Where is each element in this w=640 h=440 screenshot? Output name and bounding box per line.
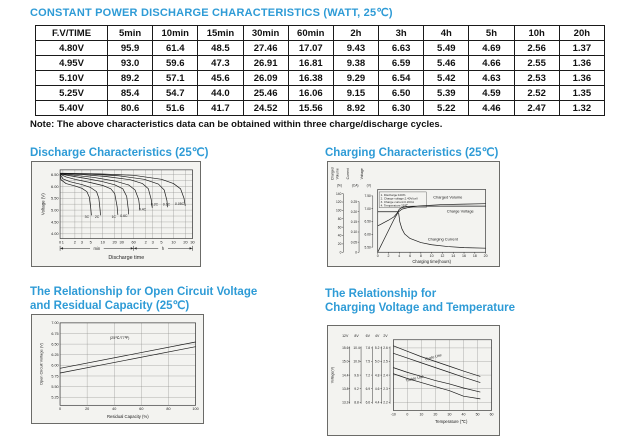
value-cell: 1.36 [559, 56, 604, 71]
table-time-header: 60min [288, 26, 333, 41]
value-cell: 8.92 [333, 101, 378, 116]
value-cell: 1.37 [559, 41, 604, 56]
table-time-header: 5min [108, 26, 153, 41]
svg-text:-10: -10 [390, 412, 396, 417]
svg-text:2C: 2C [94, 215, 100, 220]
svg-text:0.20: 0.20 [350, 209, 358, 214]
svg-text:2.5: 2.5 [383, 359, 388, 364]
svg-text:20: 20 [112, 239, 117, 245]
value-cell: 45.6 [198, 71, 243, 86]
value-cell: 51.6 [153, 101, 198, 116]
svg-text:4.6: 4.6 [374, 386, 380, 391]
table-note: Note: The above characteristics data can be obtained within three charge/discharge cycles. [30, 119, 443, 130]
svg-text:4.50: 4.50 [50, 219, 59, 225]
svg-text:100: 100 [192, 407, 199, 412]
ocv-series [60, 342, 195, 373]
svg-text:Voltage: Voltage [359, 168, 364, 180]
svg-text:2.3: 2.3 [383, 386, 388, 391]
svg-text:6: 6 [409, 254, 412, 259]
svg-text:4: 4 [398, 254, 401, 259]
svg-text:12V: 12V [342, 333, 349, 338]
svg-text:8: 8 [419, 254, 422, 259]
svg-text:3C: 3C [84, 215, 90, 220]
svg-text:6.50: 6.50 [51, 342, 59, 347]
discharge-series [60, 173, 185, 219]
value-cell: 6.54 [379, 71, 424, 86]
svg-text:8V: 8V [354, 333, 359, 338]
svg-text:5.0: 5.0 [374, 359, 380, 364]
svg-text:4.4: 4.4 [374, 400, 380, 405]
svg-text:min: min [93, 245, 101, 251]
svg-text:0: 0 [376, 254, 379, 259]
svg-text:0.2C: 0.2C [150, 202, 159, 207]
svg-text:0.25: 0.25 [350, 199, 358, 204]
svg-text:40: 40 [461, 412, 466, 417]
value-cell: 47.3 [198, 56, 243, 71]
svg-text:(%): (%) [336, 183, 343, 188]
svg-text:Charged: Charged [330, 167, 335, 181]
svg-text:10: 10 [429, 254, 434, 259]
svg-text:60: 60 [337, 225, 342, 230]
svg-text:Residual Capacity (%): Residual Capacity (%) [107, 414, 149, 420]
svg-text:140: 140 [336, 191, 342, 196]
table-time-header: 10h [514, 26, 559, 41]
section-title-ocv-line1: The Relationship for Open Circuit Voltage [30, 286, 258, 298]
section-title-discharge: Discharge Characteristics (25℃) [30, 147, 209, 159]
svg-text:(25℃/77℉): (25℃/77℉) [109, 336, 130, 341]
charging-left-axes [331, 167, 373, 254]
table-time-header: 10min [153, 26, 198, 41]
value-cell: 17.07 [288, 41, 333, 56]
charging-annotation [379, 192, 426, 208]
svg-text:14: 14 [451, 254, 456, 259]
svg-text:h: h [161, 245, 165, 251]
value-cell: 44.0 [198, 86, 243, 101]
svg-text:Voltage (V): Voltage (V) [40, 193, 46, 216]
svg-text:6.75: 6.75 [51, 331, 59, 336]
table-time-header: 4h [424, 26, 469, 41]
fv-cell: 5.25V [36, 86, 108, 101]
svg-text:10: 10 [419, 412, 424, 417]
svg-text:5.00: 5.00 [50, 207, 59, 213]
svg-text:6.50: 6.50 [50, 171, 59, 177]
ocv-chart-panel [31, 314, 204, 424]
value-cell: 4.63 [469, 71, 514, 86]
svg-text:4.00: 4.00 [50, 231, 59, 237]
value-cell: 41.7 [198, 101, 243, 116]
svg-text:9.2: 9.2 [354, 386, 359, 391]
value-cell: 2.56 [514, 41, 559, 56]
value-cell: 1.36 [559, 71, 604, 86]
svg-text:0.4C: 0.4C [138, 207, 147, 212]
svg-text:6.9: 6.9 [365, 386, 371, 391]
svg-text:7.8: 7.8 [365, 346, 371, 351]
svg-text:Trickle Use: Trickle Use [405, 374, 425, 383]
value-cell: 4.66 [469, 56, 514, 71]
value-cell: 9.43 [333, 41, 378, 56]
ocv-axis-labels [38, 321, 198, 419]
value-cell: 9.15 [333, 86, 378, 101]
svg-text:Open Circuit Voltage (V): Open Circuit Voltage (V) [38, 343, 44, 386]
value-cell: 26.09 [243, 71, 288, 86]
section-title-temp-line2: Charging Voltage and Temperature [325, 302, 515, 314]
table-header-row [36, 26, 605, 41]
value-cell: 2.53 [514, 71, 559, 86]
svg-text:50: 50 [475, 412, 480, 417]
svg-text:6.25: 6.25 [51, 353, 59, 358]
svg-text:13.2: 13.2 [342, 400, 349, 405]
svg-text:3: 3 [151, 239, 154, 245]
temp-axis-labels [391, 412, 494, 424]
svg-text:Volume: Volume [335, 168, 340, 180]
svg-text:6.00: 6.00 [364, 232, 371, 237]
table-row [36, 71, 605, 86]
table-row [36, 56, 605, 71]
svg-text:20: 20 [483, 254, 488, 259]
svg-text:0: 0 [406, 412, 409, 417]
svg-text:15.0: 15.0 [342, 359, 349, 364]
value-cell: 1.35 [559, 86, 604, 101]
table-time-header: 2h [333, 26, 378, 41]
svg-text:2. Charge voltage:2.40V/cell: 2. Charge voltage:2.40V/cell [380, 196, 418, 201]
svg-text:4V: 4V [375, 333, 380, 338]
svg-text:Current: Current [346, 168, 351, 180]
svg-text:Charging time(hours): Charging time(hours) [412, 259, 451, 265]
svg-text:120: 120 [336, 200, 342, 205]
value-cell: 24.52 [243, 101, 288, 116]
value-cell: 2.52 [514, 86, 559, 101]
svg-text:14.4: 14.4 [342, 373, 349, 378]
time-unit-spans [60, 246, 192, 261]
value-cell: 9.29 [333, 71, 378, 86]
fv-cell: 5.10V [36, 71, 108, 86]
svg-text:6.00: 6.00 [50, 183, 59, 189]
value-cell: 26.91 [243, 56, 288, 71]
value-cell: 6.59 [379, 56, 424, 71]
value-cell: 95.9 [108, 41, 153, 56]
svg-text:5.25: 5.25 [51, 395, 59, 400]
svg-text:7.5: 7.5 [365, 359, 371, 364]
value-cell: 16.81 [288, 56, 333, 71]
svg-text:5.2: 5.2 [374, 346, 380, 351]
svg-text:6V: 6V [365, 333, 370, 338]
svg-text:30: 30 [447, 412, 452, 417]
table-time-header: 15min [198, 26, 243, 41]
svg-text:40: 40 [337, 233, 342, 238]
svg-text:15.6: 15.6 [342, 346, 349, 351]
svg-text:5: 5 [160, 239, 163, 245]
constant-power-table [35, 25, 605, 116]
svg-text:0: 0 [59, 407, 62, 412]
svg-text:8.8: 8.8 [354, 400, 359, 405]
svg-text:2V: 2V [383, 333, 388, 338]
svg-text:(CA): (CA) [351, 183, 359, 188]
svg-text:0.05C: 0.05C [174, 201, 185, 206]
svg-text:4. Temperature:25℃: 4. Temperature:25℃ [380, 203, 408, 208]
value-cell: 5.42 [424, 71, 469, 86]
section-title-ocv-line2: and Residual Capacity (25℃) [30, 300, 190, 312]
svg-text:2: 2 [73, 239, 76, 245]
fv-cell: 4.95V [36, 56, 108, 71]
table-time-header: 5h [469, 26, 514, 41]
svg-text:30: 30 [119, 239, 124, 245]
value-cell: 5.22 [424, 101, 469, 116]
svg-text:Discharge time: Discharge time [108, 255, 145, 262]
svg-text:18: 18 [472, 254, 477, 259]
svg-text:60: 60 [131, 239, 136, 245]
page-title: CONSTANT POWER DISCHARGE CHARACTERISTICS (WATT, 25℃) [30, 7, 393, 19]
table-time-header: 30min [243, 26, 288, 41]
value-cell: 54.7 [153, 86, 198, 101]
svg-text:60: 60 [489, 412, 494, 417]
value-cell: 2.55 [514, 56, 559, 71]
value-cell: 59.6 [153, 56, 198, 71]
value-cell: 16.06 [288, 86, 333, 101]
svg-text:10.0: 10.0 [353, 359, 360, 364]
svg-text:80: 80 [337, 216, 342, 221]
table-body [36, 41, 605, 116]
value-cell: 85.4 [108, 86, 153, 101]
svg-text:10: 10 [100, 239, 105, 245]
svg-text:0.05: 0.05 [350, 240, 358, 245]
svg-text:20: 20 [433, 412, 438, 417]
svg-text:16: 16 [462, 254, 466, 259]
svg-text:2.6: 2.6 [383, 346, 388, 351]
value-cell: 16.38 [288, 71, 333, 86]
table-row [36, 41, 605, 56]
svg-text:1C: 1C [111, 215, 117, 220]
svg-text:5.50: 5.50 [50, 195, 59, 201]
svg-text:5: 5 [89, 239, 92, 245]
table-time-header: 3h [379, 26, 424, 41]
value-cell: 2.47 [514, 101, 559, 116]
svg-text:Charging Current: Charging Current [427, 236, 458, 242]
table-time-header: 20h [559, 26, 604, 41]
discharge-chart-panel [31, 161, 201, 267]
svg-text:60: 60 [139, 407, 144, 412]
svg-text:2: 2 [144, 239, 147, 245]
section-title-temp [325, 287, 555, 315]
value-cell: 27.46 [243, 41, 288, 56]
svg-text:7.00: 7.00 [51, 321, 59, 326]
svg-text:100: 100 [336, 208, 342, 213]
value-cell: 5.49 [424, 41, 469, 56]
discharge-chart [32, 162, 200, 266]
value-cell: 57.1 [153, 71, 198, 86]
svg-text:5.75: 5.75 [51, 374, 59, 379]
svg-text:1: 1 [61, 239, 64, 245]
fv-cell: 5.40V [36, 101, 108, 116]
svg-text:30: 30 [190, 239, 195, 245]
table-head [36, 26, 605, 41]
svg-text:0.6C: 0.6C [120, 214, 128, 219]
svg-text:0.1C: 0.1C [162, 202, 171, 207]
svg-text:80: 80 [166, 407, 171, 412]
svg-text:10: 10 [171, 239, 176, 245]
svg-text:(V): (V) [366, 183, 372, 188]
value-cell: 5.39 [424, 86, 469, 101]
value-cell: 48.5 [198, 41, 243, 56]
value-cell: 4.59 [469, 86, 514, 101]
svg-text:6.50: 6.50 [364, 219, 371, 224]
svg-text:20: 20 [183, 239, 188, 245]
svg-text:40: 40 [112, 407, 117, 412]
svg-text:Charge Voltage: Charge Voltage [446, 208, 474, 214]
svg-text:3. Charge current:0.20CA: 3. Charge current:0.20CA [380, 200, 415, 205]
value-cell: 9.38 [333, 56, 378, 71]
temp-series [393, 346, 480, 399]
charging-chart-panel [327, 161, 500, 267]
svg-text:Cycle Use: Cycle Use [424, 352, 443, 362]
value-cell: 6.50 [379, 86, 424, 101]
svg-text:1. Discharge:100%: 1. Discharge:100% [380, 192, 406, 197]
charging-chart [328, 162, 499, 266]
value-cell: 4.46 [469, 101, 514, 116]
svg-text:2.4: 2.4 [383, 373, 388, 378]
svg-text:Temperature (℃): Temperature (℃) [435, 419, 468, 425]
svg-text:0: 0 [355, 250, 358, 255]
svg-text:6.00: 6.00 [51, 363, 59, 368]
svg-text:3: 3 [80, 239, 83, 245]
svg-text:Charged Volume: Charged Volume [433, 194, 463, 200]
value-cell: 6.63 [379, 41, 424, 56]
section-title-temp-line1: The Relationship for [325, 288, 437, 300]
svg-text:0: 0 [58, 239, 62, 245]
value-cell: 4.69 [469, 41, 514, 56]
svg-text:2: 2 [387, 254, 390, 259]
svg-text:0: 0 [339, 250, 342, 255]
svg-text:5.50: 5.50 [51, 384, 59, 389]
value-cell: 61.4 [153, 41, 198, 56]
value-cell: 5.46 [424, 56, 469, 71]
table-row [36, 86, 605, 101]
svg-text:10.4: 10.4 [353, 346, 360, 351]
temp-chart-panel [327, 325, 500, 436]
svg-text:Voltage(V): Voltage(V) [330, 366, 335, 384]
value-cell: 80.6 [108, 101, 153, 116]
value-cell: 6.30 [379, 101, 424, 116]
svg-text:6.6: 6.6 [365, 400, 371, 405]
table-corner-header: F.V/TIME [36, 26, 108, 41]
svg-text:7.00: 7.00 [364, 206, 371, 211]
section-title-charging: Charging Characteristics (25℃) [325, 147, 499, 159]
svg-text:7.2: 7.2 [365, 373, 371, 378]
svg-text:5.50: 5.50 [364, 245, 371, 250]
svg-text:20: 20 [337, 242, 342, 247]
temp-chart [328, 326, 499, 435]
value-cell: 25.46 [243, 86, 288, 101]
value-cell: 1.32 [559, 101, 604, 116]
value-cell: 93.0 [108, 56, 153, 71]
table-row [36, 101, 605, 116]
svg-text:13.8: 13.8 [342, 386, 349, 391]
svg-text:2.2: 2.2 [383, 400, 388, 405]
svg-text:0.15: 0.15 [350, 220, 358, 225]
fv-cell: 4.80V [36, 41, 108, 56]
svg-text:4.8: 4.8 [374, 373, 380, 378]
value-cell: 15.56 [288, 101, 333, 116]
ocv-chart [32, 315, 203, 423]
svg-text:12: 12 [440, 254, 445, 259]
value-cell: 89.2 [108, 71, 153, 86]
svg-text:7.50: 7.50 [364, 194, 371, 199]
svg-text:0.10: 0.10 [350, 230, 358, 235]
temp-voltage-scales [330, 334, 390, 405]
section-title-ocv [30, 285, 280, 313]
svg-text:20: 20 [85, 407, 90, 412]
svg-text:9.6: 9.6 [354, 373, 359, 378]
